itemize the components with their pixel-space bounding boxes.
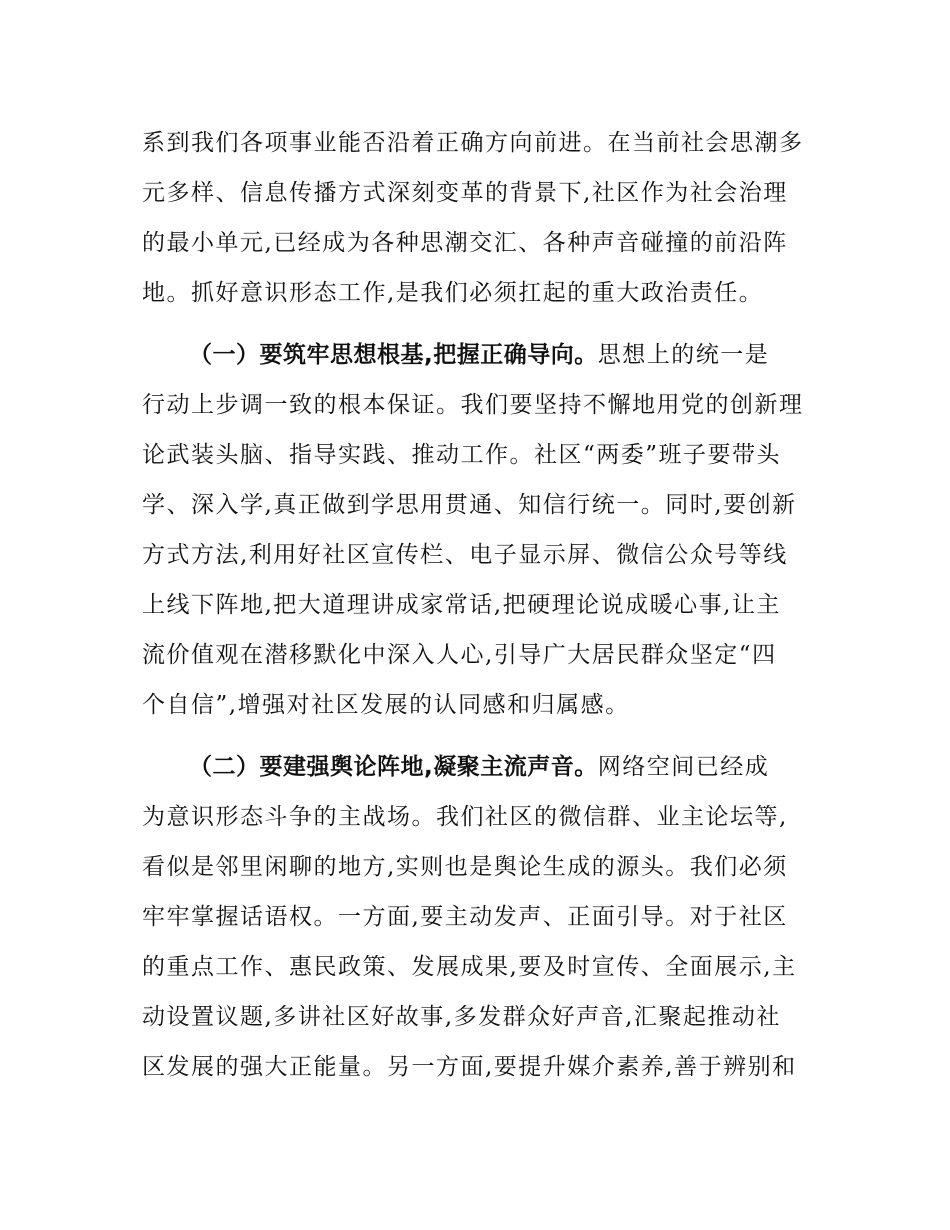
paragraph-2-line-8: 个自信”,增强对社区发展的认同感和归属感。 — [142, 692, 630, 718]
section-heading-1: （一）要筑牢思想根基,把握正确导向。 — [189, 342, 598, 368]
paragraph-3-line-7: 区发展的强大正能量。另一方面,要提升媒介素养,善于辨别和 — [142, 1054, 797, 1080]
paragraph-3-first-line-rest: 网络空间已经成 — [597, 754, 770, 780]
paragraph-1-line-1: 系到我们各项事业能否沿着正确方向前进。在当前社会思潮多 — [142, 130, 804, 156]
paragraph-3-line-3: 看似是邻里闲聊的地方,实则也是舆论生成的源头。我们必须 — [142, 854, 788, 880]
paragraph-2-line-7: 流价值观在潜移默化中深入人心,引导广大居民群众坚定“四 — [142, 642, 777, 668]
paragraph-2-first-line-rest: 思想上的统一是 — [597, 342, 770, 368]
paragraph-3-line-2: 为意识形态斗争的主战场。我们社区的微信群、业主论坛等, — [142, 804, 788, 830]
paragraph-3-line-5: 的重点工作、惠民政策、发展成果,要及时宣传、全面展示,主 — [142, 954, 797, 980]
paragraph-3-line-4: 牢牢掌握话语权。一方面,要主动发声、正面引导。对于社区 — [142, 904, 788, 930]
paragraph-2-line-6: 上线下阵地,把大道理讲成家常话,把硬理论说成暖心事,让主 — [142, 592, 781, 618]
paragraph-1-line-3: 的最小单元,已经成为各种思潮交汇、各种声音碰撞的前沿阵 — [142, 230, 788, 256]
paragraph-1-line-2: 元多样、信息传播方式深刻变革的背景下,社区作为社会治理 — [142, 180, 788, 206]
paragraph-2-line-3: 论武装头脑、指导实践、推动工作。社区“两委”班子要带头 — [142, 442, 782, 468]
paragraph-2-line-2: 行动上步调一致的根本保证。我们要坚持不懈地用党的创新理 — [142, 392, 804, 418]
paragraph-2-line-5: 方式方法,利用好社区宣传栏、电子显示屏、微信公众号等线 — [142, 542, 788, 568]
paragraph-3-first-line — [189, 752, 769, 782]
paragraph-2-line-4: 学、深入学,真正做到学思用贯通、知信行统一。同时,要创新 — [142, 492, 797, 518]
paragraph-1-line-4: 地。抓好意识形态工作,是我们必须扛起的重大政治责任。 — [142, 280, 764, 306]
section-heading-2: （二）要建强舆论阵地,凝聚主流声音。 — [189, 754, 598, 780]
paragraph-3-line-6: 动设置议题,多讲社区好故事,多发群众好声音,汇聚起推动社 — [142, 1004, 781, 1030]
paragraph-2-first-line — [189, 340, 769, 370]
